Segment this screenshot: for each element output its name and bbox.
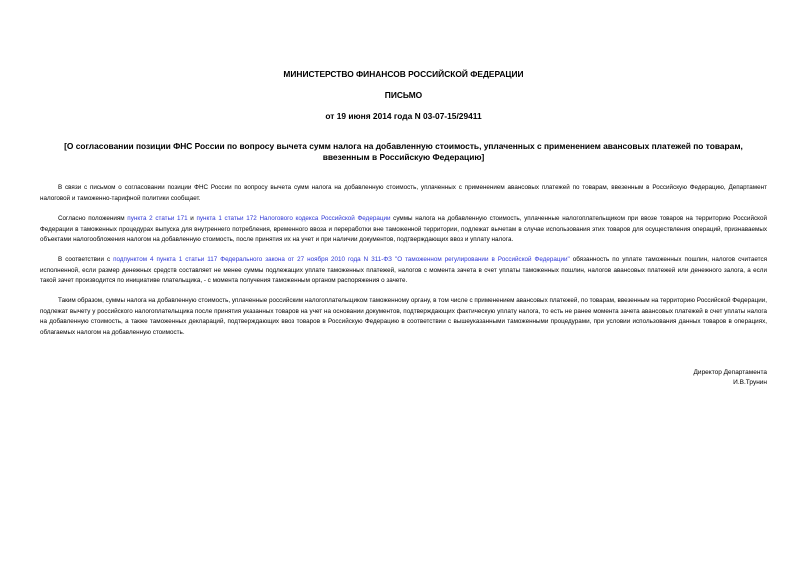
link-federal-law-311[interactable]: подпунктом 4 пункта 1 статьи 117 Федерального закона от 27 ноября 2010 года N 311-ФЗ "О таможенном регулировании в Российской Федерации" [113, 256, 570, 263]
link-article-171[interactable]: пункта 2 статьи 171 [127, 215, 188, 222]
paragraph-text: Согласно положениям [58, 215, 128, 222]
document-subject: [О согласовании позиции ФНС России по вопросу вычета сумм налога на добавленную стоимость, уплаченных с применением авансовых платежей по товарам, ввезенным в Российскую Федерацию] [64, 141, 743, 162]
paragraph-federal-law [40, 255, 767, 287]
paragraph-text: обязанность по уплате таможенных пошлин, налогов считается исполненной, если размер денежных средств составляет не менее суммы подлежащих уплате таможенных платежей, налогов с момента зачета в счет уплаты таможенных пошлин, налогов авансовых платежей или денежного залога, а если такой зачет производится по инициативе плательщика, - с момента получения таможенным органом распоряжения о зачете. [40, 256, 768, 285]
paragraph-text: суммы налога на добавленную стоимость, уплаченные налогоплательщиком при ввозе товаров на территорию Российской Федерации в таможенных процедурах выпуска для внутреннего потребления, временного ввоза и переработки вне таможенной территории, подлежат вычетам в случае использования этих товаров для осуществления операций, признаваемых объектами налогообложения налогом на добавленную стоимость, после принятия их на учет и при наличии документов, подтверждающих ввоз и уплату налога. [40, 215, 767, 244]
document-type: ПИСЬМО [384, 90, 423, 100]
paragraph-conclusion: Таким образом, суммы налога на добавленную стоимость, уплаченные российским налогоплательщиком таможенному органу, в том числе с применением авансовых платежей, по товарам, ввезенным на территорию Российской Федерации, подлежат вычету у российского налогоплательщика после принятия указанных товаров на учет на основании документов, подтверждающих фактическую уплату налога, то есть не ранее момента зачета авансовых платежей в счет уплаты налога на добавленную стоимость, а также таможенных деклараций, подтверждающих ввоз товаров в Российскую Федерацию в соответствии с вышеуказанными таможенными процедурами, при условии использования данных товаров в операциях, облагаемых налогом на добавленную стоимость. [40, 297, 767, 336]
paragraph-text: В соответствии с [58, 256, 114, 263]
document-date-number: от 19 июня 2014 года N 03-07-15/29411 [325, 111, 482, 121]
link-article-172[interactable]: пункта 1 статьи 172 Налогового кодекса Российской Федерации [196, 215, 391, 222]
signature-name: И.В.Трунин [733, 379, 767, 386]
ministry-heading: МИНИСТЕРСТВО ФИНАНСОВ РОССИЙСКОЙ ФЕДЕРАЦИИ [283, 69, 524, 79]
paragraph-text: и [187, 215, 197, 222]
paragraph-intro: В связи с письмом о согласовании позиции ФНС России по вопросу вычета сумм налога на добавленную стоимость, уплаченных с применением авансовых платежей по товарам, ввезенным в Российскую Федерацию, Департамент налоговой и таможенно-тарифной политики сообщает. [40, 184, 767, 202]
signature-title: Директор Департамента [693, 369, 767, 376]
paragraph-tax-code [40, 214, 767, 246]
